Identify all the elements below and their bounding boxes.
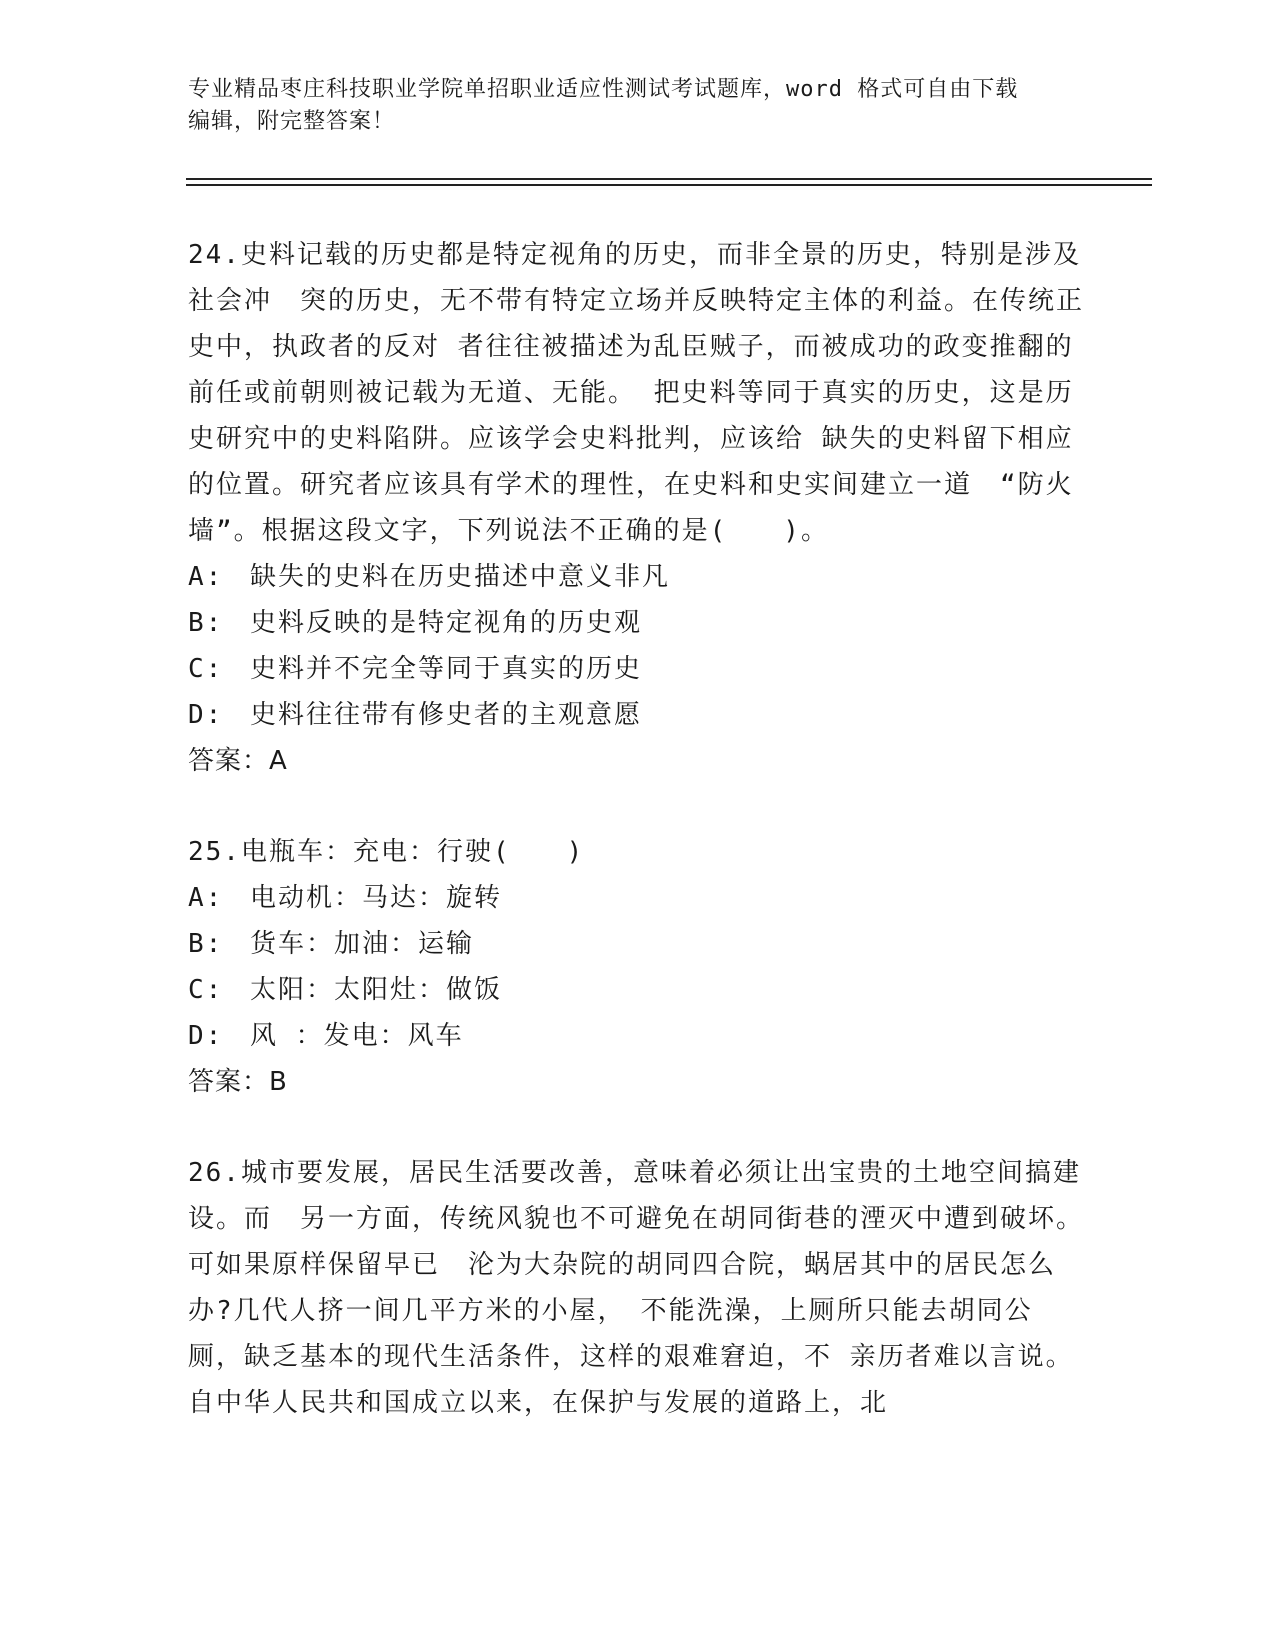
option-key: A: <box>188 562 224 592</box>
option-text: 货车：加油：运输 <box>250 929 475 959</box>
option-a <box>188 554 1088 600</box>
option-text: 史料并不完全等同于真实的历史 <box>250 654 643 684</box>
header-line-2: 编辑，附完整答案！ <box>188 109 396 134</box>
option-key: A: <box>188 883 224 913</box>
option-c <box>188 646 1088 692</box>
answer-line: 答案：B <box>188 1067 288 1097</box>
option-text: 电动机：马达：旋转 <box>250 883 503 913</box>
option-d <box>188 1013 1088 1059</box>
option-key: B: <box>188 608 224 638</box>
option-text: 史料往往带有修史者的主观意愿 <box>250 700 643 730</box>
option-text: 太阳：太阳灶：做饭 <box>250 975 503 1005</box>
answer-line: 答案：A <box>188 746 288 776</box>
header-divider-bottom <box>186 184 1152 186</box>
option-text: 缺失的史料在历史描述中意义非凡 <box>250 562 671 592</box>
option-c <box>188 967 1088 1013</box>
header-line-1: 专业精品枣庄科技职业学院单招职业适应性测试考试题库，word 格式可自由下载 <box>188 77 1019 102</box>
option-a <box>188 875 1088 921</box>
question-25 <box>188 829 1088 1105</box>
option-key: C: <box>188 654 224 684</box>
option-key: D: <box>188 1021 224 1051</box>
option-key: C: <box>188 975 224 1005</box>
option-b <box>188 921 1088 967</box>
question-stem: 24.史料记载的历史都是特定视角的历史，而非全景的历史，特别是涉及社会冲 突的历史，无不带有特定立场并反映特定主体的利益。在传统正史中，执政者的反对 者往往被描述为乱臣贼子，而被成功的政变推翻的前任或前朝则被记载为无道、无能。 把史料等同于真实的历史，这是历史研究中的史料陷阱。应该学会史料批判，应该给 缺失的史料留下相应的位置。研究者应该具有学术的理性，在史料和史实间建立一道 “防火墙”。根据这段文字，下列说法不正确的是( )。 <box>188 240 1085 546</box>
document-header <box>188 74 1088 138</box>
question-26 <box>188 1150 1088 1426</box>
header-divider-top <box>186 178 1152 180</box>
option-text: 风 ：发电：风车 <box>250 1021 464 1051</box>
option-text: 史料反映的是特定视角的历史观 <box>250 608 643 638</box>
question-stem: 25.电瓶车：充电：行驶( ) <box>188 837 585 867</box>
option-d <box>188 692 1088 738</box>
option-key: D: <box>188 700 224 730</box>
question-list <box>188 232 1088 1471</box>
question-24 <box>188 232 1088 784</box>
option-key: B: <box>188 929 224 959</box>
question-stem: 26.城市要发展，居民生活要改善，意味着必须让出宝贵的土地空间搞建设。而 另一方面，传统风貌也不可避免在胡同街巷的湮灭中遭到破坏。可如果原样保留早已 沦为大杂院的胡同四合院，蜗居其中的居民怎么办?几代人挤一间几平方米的小屋， 不能洗澡，上厕所只能去胡同公厕，缺乏基本的现代生活条件，这样的艰难窘迫，不 亲历者难以言说。自中华人民共和国成立以来，在保护与发展的道路上，北 <box>188 1158 1085 1418</box>
option-b <box>188 600 1088 646</box>
